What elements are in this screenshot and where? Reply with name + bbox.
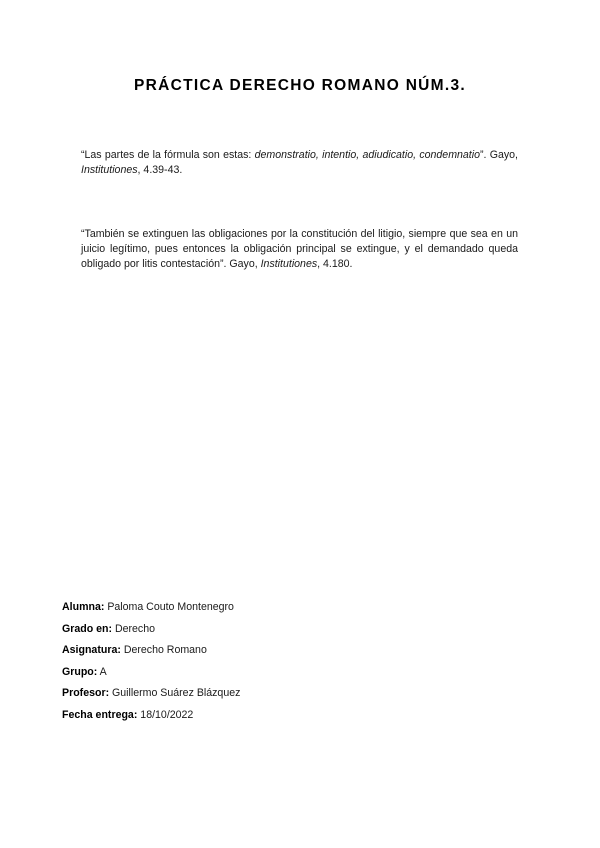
info-value: Guillermo Suárez Blázquez <box>109 687 241 700</box>
info-label: Alumna: <box>62 601 105 613</box>
quote-citation: ”. Gayo, <box>480 149 519 161</box>
quote-formula-parts <box>81 148 518 178</box>
info-value: Derecho Romano <box>120 644 207 657</box>
quote-obligation-extinction <box>81 227 518 273</box>
info-label: Asignatura: <box>62 644 121 657</box>
info-label: Grado en: <box>62 622 113 635</box>
quote-source-ref: , 4.180. <box>317 258 353 271</box>
student-info-block <box>62 600 522 730</box>
quote-source-work: Institutiones <box>260 258 318 271</box>
quote-italic-terms: demonstratio, intentio, adiudicatio, condemnatio <box>254 149 480 161</box>
info-label: Profesor: <box>62 687 110 700</box>
info-value: A <box>97 665 107 678</box>
info-value: Derecho <box>112 622 156 635</box>
info-value: Paloma Couto Montenegro <box>104 601 234 613</box>
info-row-grupo <box>62 665 522 687</box>
quote-text: “Las partes de la fórmula son estas: <box>81 149 255 161</box>
page-title: PRÁCTICA DERECHO ROMANO NÚM.3. <box>133 77 467 94</box>
quote-text: “También se extinguen las obligaciones por la constitución del litigio, siempre que sea en un juicio legítimo, pues entonces la obligación principal se extingue, y el demandado queda obligado por litis contestación”. Gayo, <box>81 228 518 271</box>
info-row-profesor <box>62 686 522 708</box>
info-label: Grupo: <box>62 665 98 678</box>
info-row-grado <box>62 622 522 644</box>
info-row-fecha-entrega <box>62 708 522 730</box>
info-row-asignatura <box>62 643 522 665</box>
info-value: 18/10/2022 <box>137 708 194 721</box>
info-row-alumna <box>62 600 522 622</box>
info-label: Fecha entrega: <box>62 708 138 721</box>
quote-source-work: Institutiones <box>81 164 138 177</box>
quote-source-ref: , 4.39-43. <box>137 164 183 177</box>
